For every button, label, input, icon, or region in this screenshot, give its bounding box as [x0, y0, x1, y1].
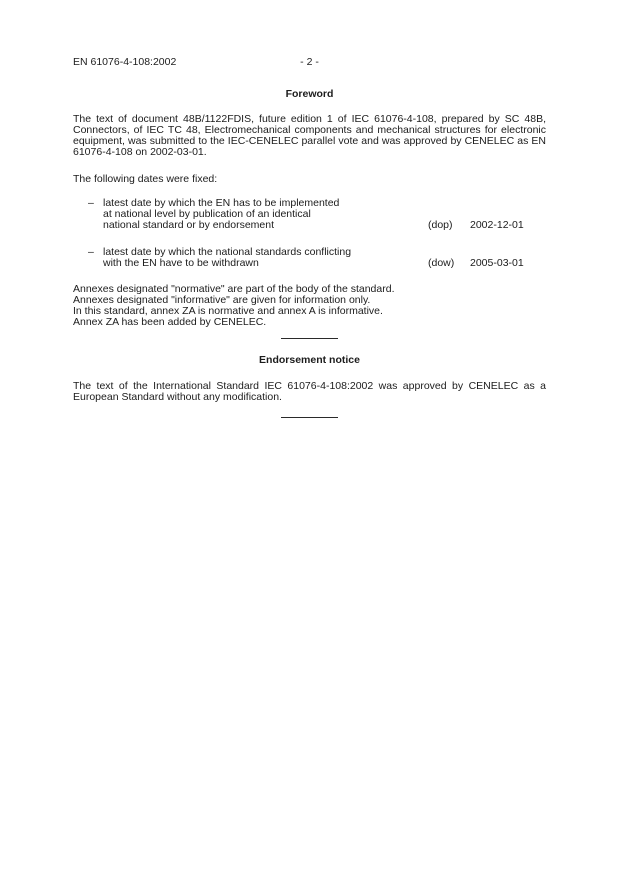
date-item-dow: [73, 247, 546, 269]
date-item-line: national standard or by endorsement: [103, 219, 275, 231]
annex-note-line: Annexes designated "normative" are part of the body of the standard.: [73, 283, 395, 295]
date-item-line: latest date by which the EN has to be implemented: [103, 197, 340, 209]
page-content: [0, 57, 619, 418]
list-dash-marker: –: [88, 246, 94, 258]
date-item-text: [103, 198, 443, 231]
annex-note-line: Annex ZA has been added by CENELEC.: [73, 316, 267, 328]
dates-intro: The following dates were fixed:: [73, 173, 218, 185]
date-value-dop: 2002-12-01: [470, 219, 524, 231]
foreword-title: Foreword: [285, 88, 334, 100]
document-reference: EN 61076-4-108:2002: [73, 56, 177, 68]
list-dash-marker: –: [88, 197, 94, 209]
section-divider: [281, 417, 338, 418]
page-number: - 2 -: [300, 56, 319, 68]
endorsement-paragraph: The text of the International Standard IEC 61076-4-108:2002 was approved by CENELEC as a European Standard without any modification.: [73, 380, 546, 403]
annex-note-line: In this standard, annex ZA is normative and annex A is informative.: [73, 305, 383, 317]
date-item-line: latest date by which the national standards conflicting: [103, 246, 352, 258]
date-item-line: with the EN have to be withdrawn: [103, 257, 259, 269]
date-abbr-dop: (dop): [428, 219, 453, 231]
annex-note-line: Annexes designated "informative" are given for information only.: [73, 294, 371, 306]
date-item-line: at national level by publication of an identical: [103, 208, 311, 220]
endorsement-title: Endorsement notice: [259, 354, 360, 366]
date-item-text: [103, 247, 443, 269]
annex-notes: [73, 284, 546, 328]
date-value-dow: 2005-03-01: [470, 257, 524, 269]
date-abbr-dow: (dow): [428, 257, 455, 269]
date-item-dop: [73, 198, 546, 231]
page-header: [73, 57, 546, 68]
foreword-paragraph: The text of document 48B/1122FDIS, future edition 1 of IEC 61076-4-108, prepared by SC 48B, Connectors, of IEC TC 48, Electromechanical components and mechanical structures for electronic equipment, was submitted to the IEC-CENELEC parallel vote and was approved by CENELEC as EN 61076-4-108 on 2002-03-01.: [73, 113, 546, 158]
section-divider: [281, 338, 338, 339]
